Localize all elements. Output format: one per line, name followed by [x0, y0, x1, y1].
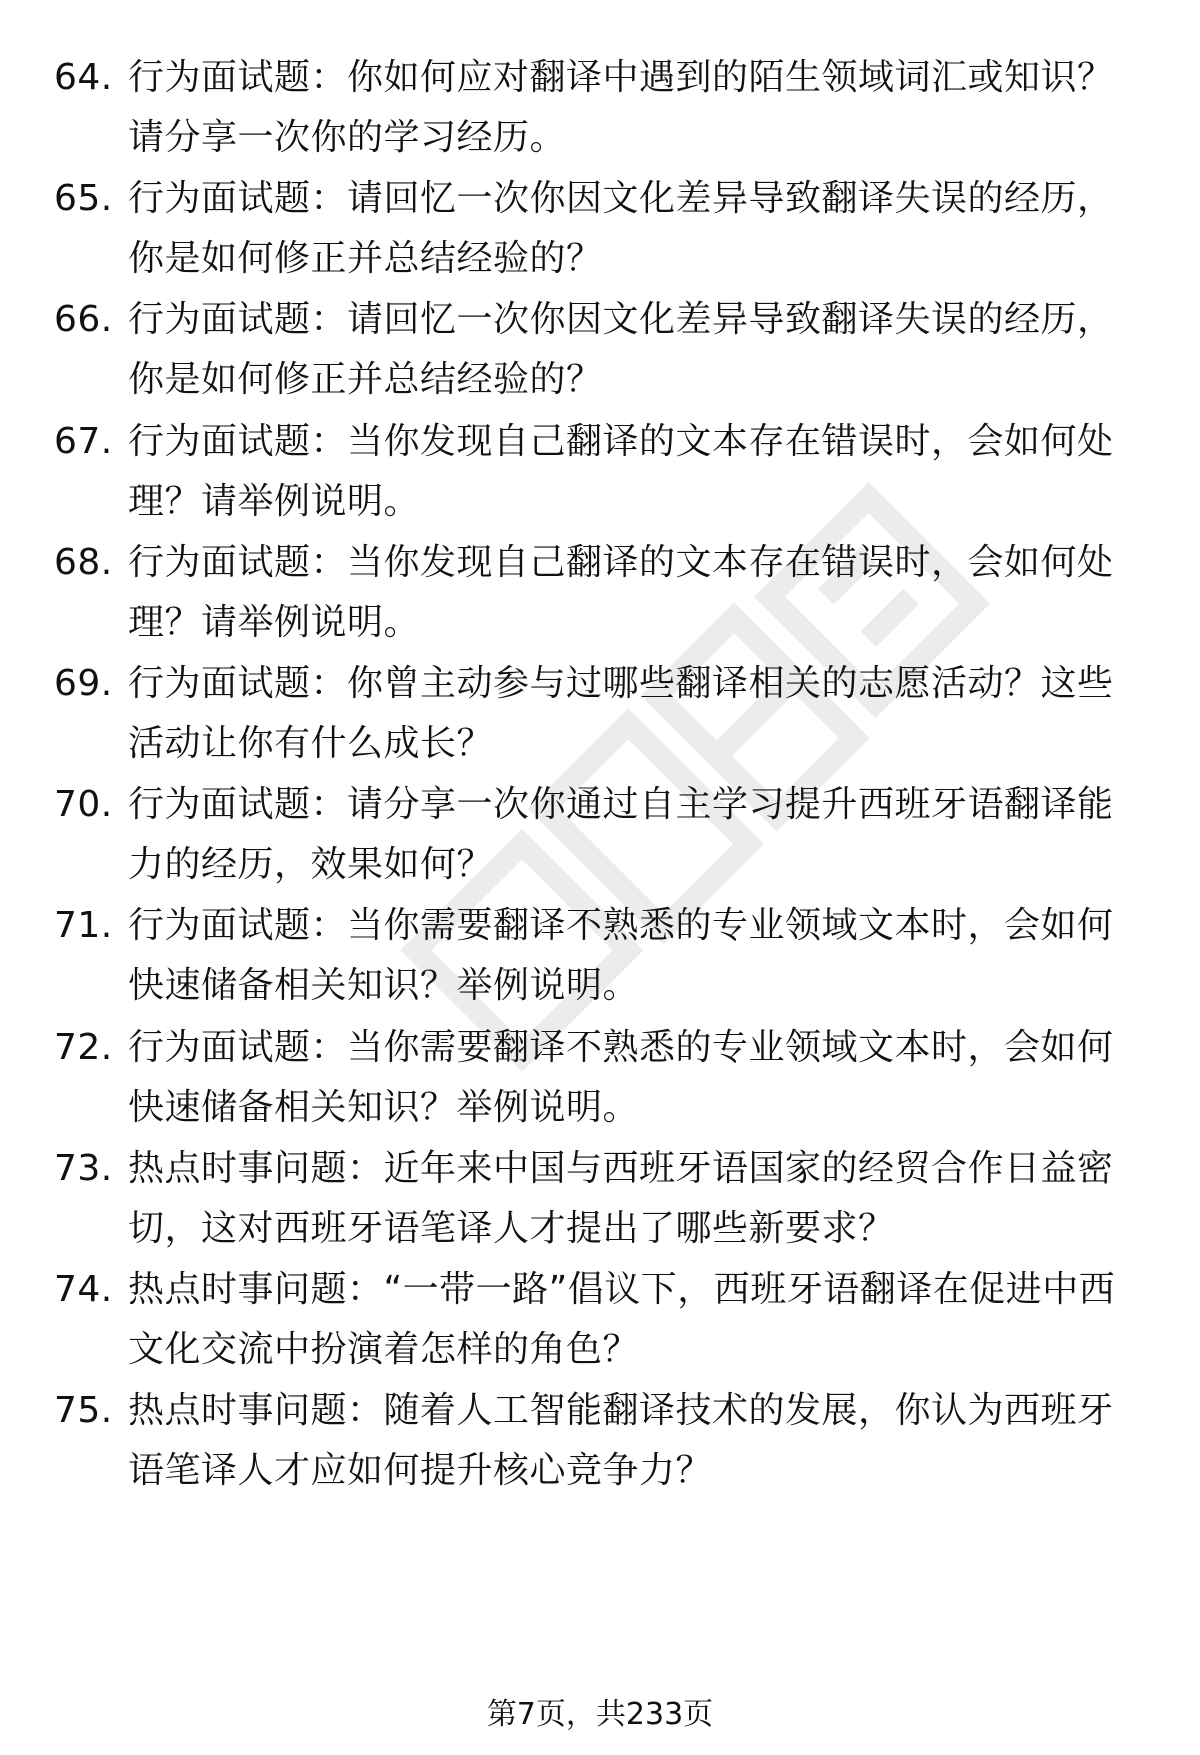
question-text: 行为面试题：当你需要翻译不熟悉的专业领域文本时，会如何快速储备相关知识？举例说明。: [128, 905, 1114, 1007]
question-item: [0, 1018, 1200, 1138]
question-item: [0, 169, 1200, 289]
question-item: [0, 48, 1200, 168]
question-item: [0, 1381, 1200, 1501]
question-number: 72.: [54, 1026, 113, 1068]
question-item: [0, 775, 1200, 895]
question-item: [0, 1260, 1200, 1380]
question-number: 64.: [54, 57, 113, 98]
question-number: 66.: [54, 299, 113, 341]
question-text: 行为面试题：请回忆一次你因文化差异导致翻译失误的经历，你是如何修正并总结经验的？: [128, 299, 1114, 401]
question-item: [0, 1139, 1200, 1259]
question-number: 65.: [54, 178, 113, 220]
question-text: 行为面试题：你曾主动参与过哪些翻译相关的志愿活动？这些活动让你有什么成长？: [128, 663, 1114, 764]
question-number: 69.: [54, 663, 113, 704]
question-number: 68.: [54, 541, 113, 583]
question-text: 热点时事问题：近年来中国与西班牙语国家的经贸合作日益密切，这对西班牙语笔译人才提出了哪些新要求？: [128, 1147, 1114, 1249]
question-text: 热点时事问题：随着人工智能翻译技术的发展，你认为西班牙语笔译人才应如何提升核心竞争力？: [128, 1390, 1114, 1492]
question-text: 行为面试题：当你发现自己翻译的文本存在错误时，会如何处理？请举例说明。: [128, 541, 1114, 643]
question-number: 74.: [54, 1269, 113, 1310]
question-item: [0, 533, 1200, 653]
question-text: 热点时事问题：“一带一路”倡议下，西班牙语翻译在促进中西文化交流中扮演着怎样的角色？: [128, 1269, 1116, 1370]
question-text: 行为面试题：请回忆一次你因文化差异导致翻译失误的经历，你是如何修正并总结经验的？: [128, 178, 1114, 280]
page-footer: 第7页，共233页: [486, 1697, 714, 1732]
question-item: [0, 654, 1200, 774]
question-text: 行为面试题：当你发现自己翻译的文本存在错误时，会如何处理？请举例说明。: [128, 420, 1114, 522]
question-number: 71.: [54, 905, 113, 947]
question-item: [0, 896, 1200, 1016]
question-text: 行为面试题：你如何应对翻译中遇到的陌生领域词汇或知识？请分享一次你的学习经历。: [128, 57, 1114, 158]
question-number: 70.: [54, 784, 113, 826]
question-number: 67.: [54, 420, 113, 462]
question-text: 行为面试题：请分享一次你通过自主学习提升西班牙语翻译能力的经历，效果如何？: [128, 784, 1114, 886]
question-item: [0, 412, 1200, 532]
question-text: 行为面试题：当你需要翻译不熟悉的专业领域文本时，会如何快速储备相关知识？举例说明。: [128, 1026, 1114, 1128]
question-number: 75.: [54, 1390, 113, 1432]
question-number: 73.: [54, 1147, 113, 1189]
question-item: [0, 290, 1200, 410]
